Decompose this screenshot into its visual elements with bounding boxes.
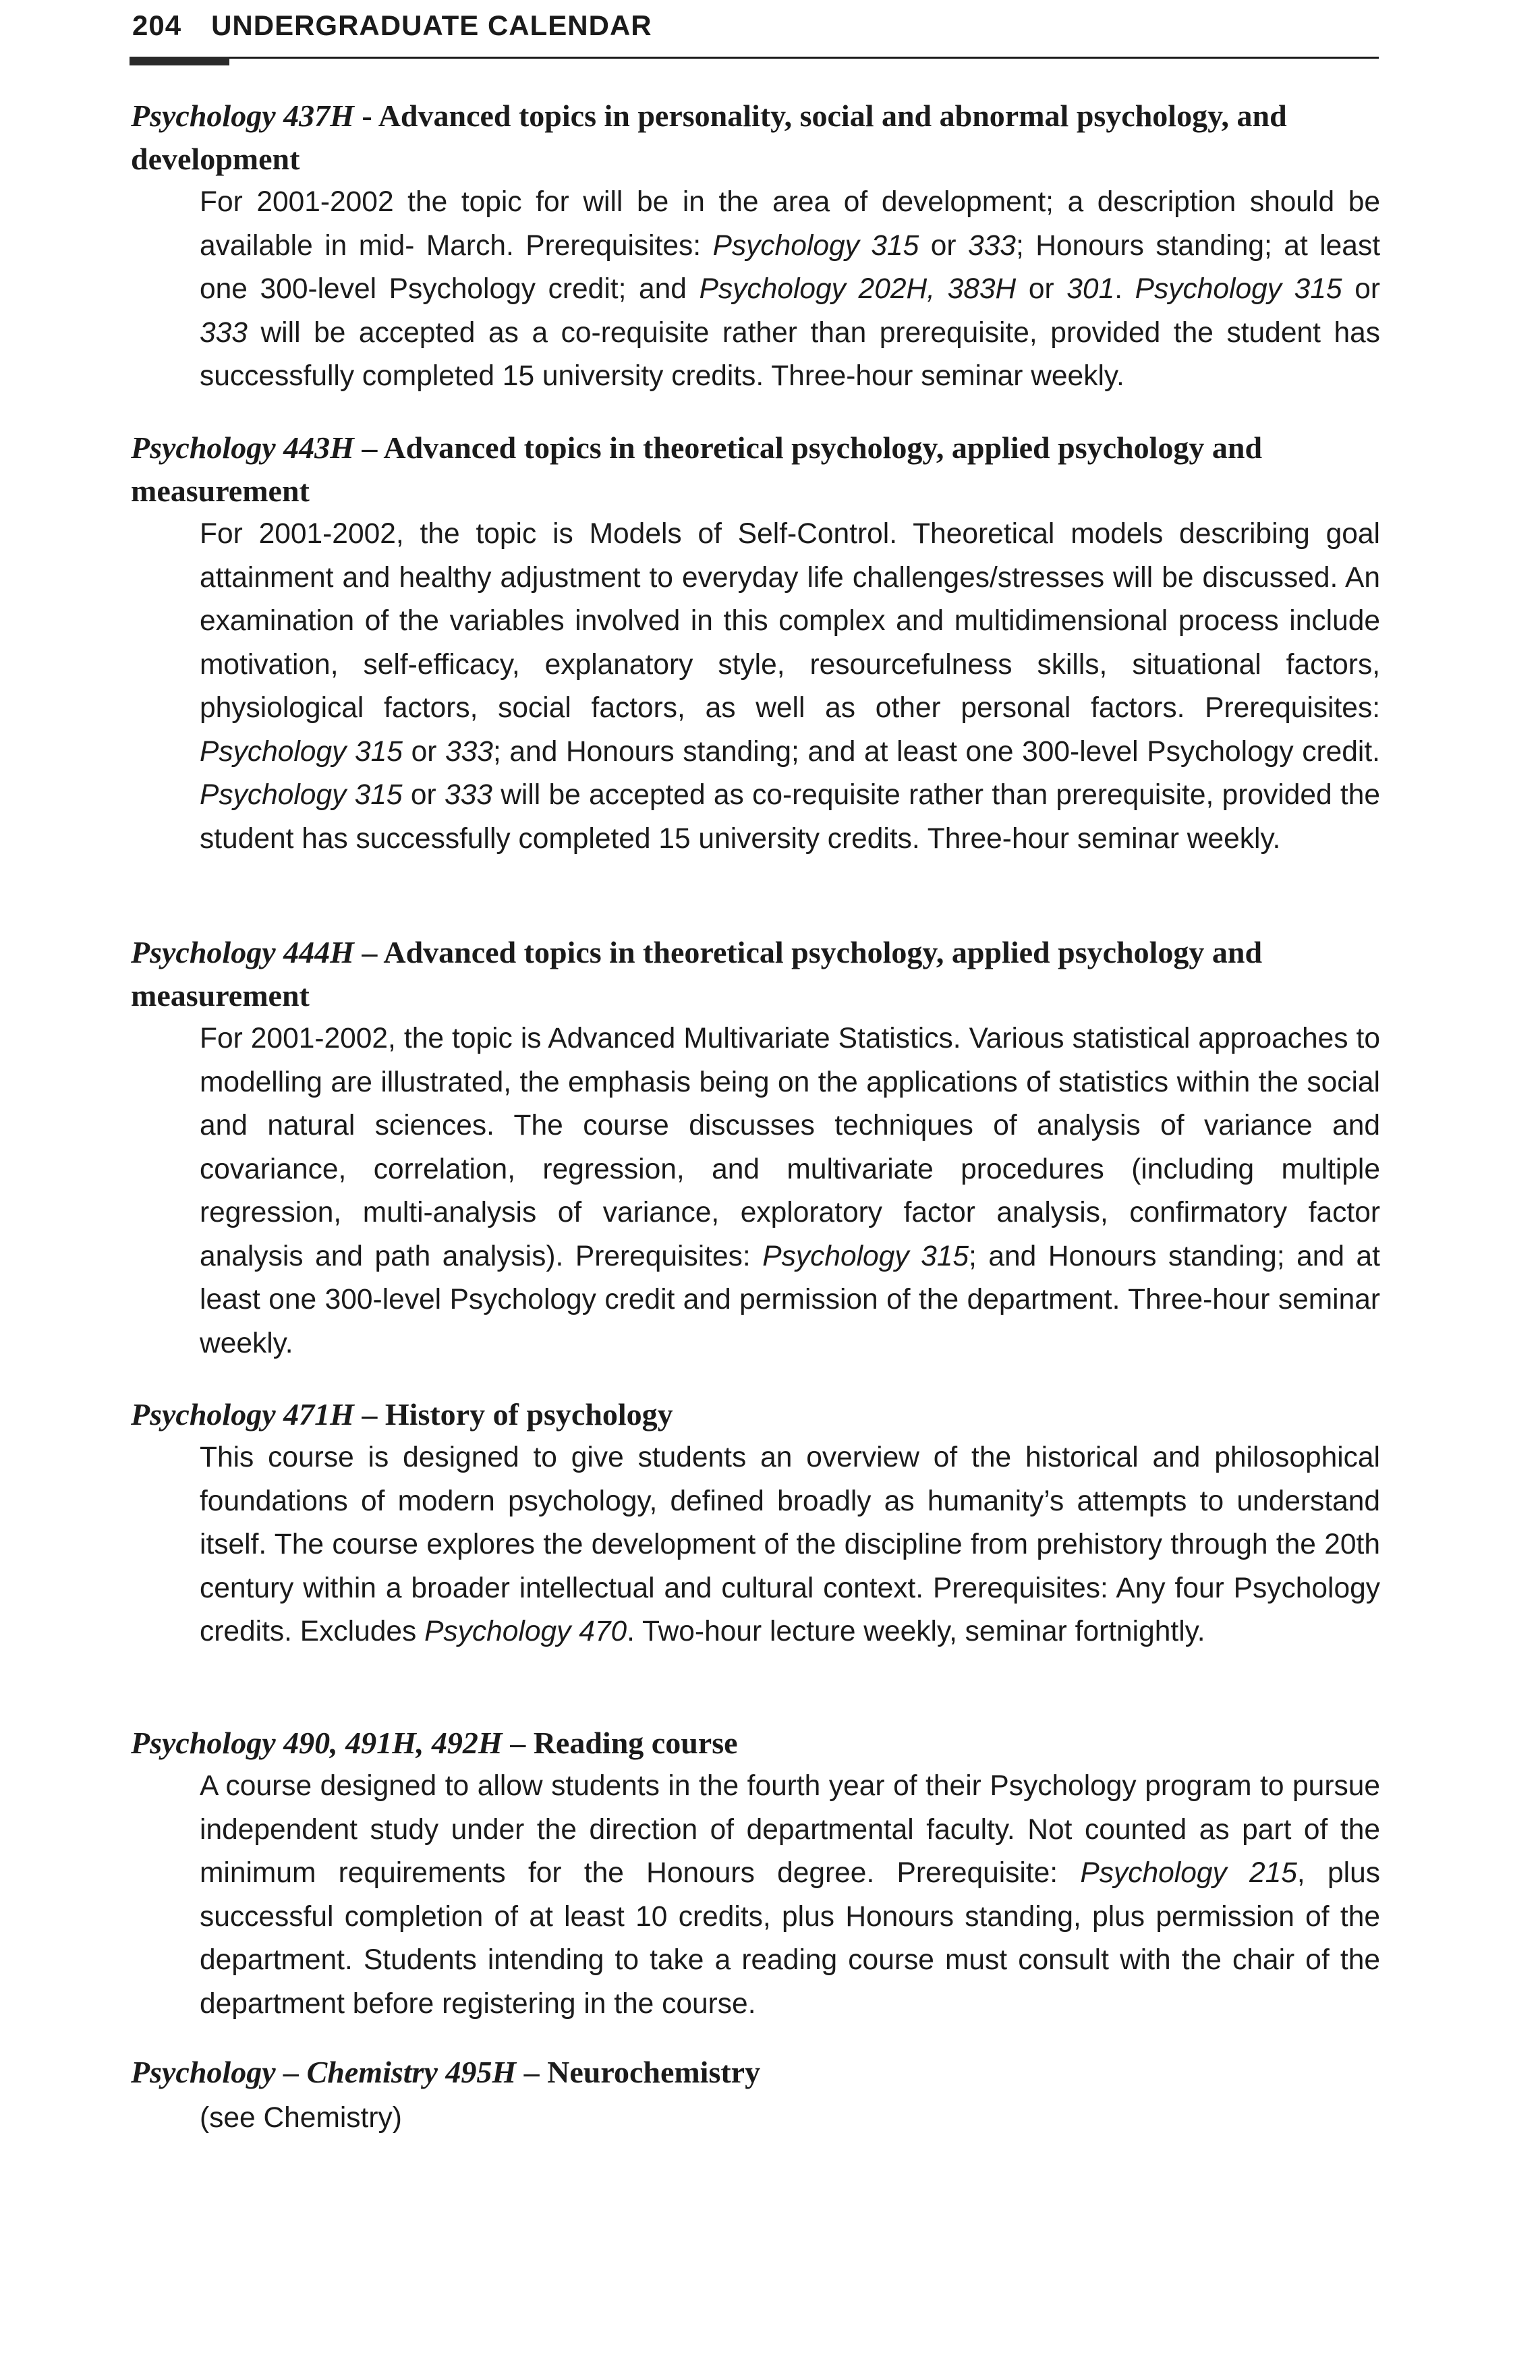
running-header xyxy=(132,9,1387,57)
course-heading xyxy=(131,1393,1380,1436)
course-title: Neurochemistry xyxy=(547,2055,761,2089)
course-entry-444h xyxy=(131,931,1380,1365)
header-rule-accent xyxy=(130,57,229,65)
description-text: or xyxy=(402,735,446,768)
course-reference: 333 xyxy=(444,779,492,811)
description-text: This course is designed to give students an overview of the historical and philosophical foundations of modern psychology, defined broadly as humanity’s attempts to understand itself. The course explores the development of the discipline from prehistory through the 20th century within a broader intellectual and cultural context. Prerequisites: Any four Psychology credits. Excludes xyxy=(200,1442,1380,1647)
course-description xyxy=(200,1017,1380,1365)
course-reference: Psychology 470 xyxy=(424,1616,627,1647)
course-heading xyxy=(131,931,1380,1017)
page-number: 204 xyxy=(132,9,182,41)
course-code: Psychology 443H xyxy=(131,430,354,465)
course-separator: – xyxy=(502,1726,534,1760)
course-entry-471h xyxy=(131,1393,1380,1654)
description-text: or xyxy=(402,779,445,811)
course-code: Psychology 490, 491H, 492H xyxy=(131,1726,503,1760)
course-reference: Psychology 315 xyxy=(1135,273,1342,305)
course-separator: - xyxy=(353,98,378,133)
description-text: A course designed to allow students in the fourth year of their Psychology program to pursue independent study under the direction of departmental faculty. Not counted as part of the minimum requirements for the Honours degree. Prerequisite: xyxy=(200,1770,1380,1889)
description-text: , plus successful completion of at least 10 credits, plus Honours standing, plus permission of the department. Students intending to take a reading course must consult with the chair of the department before registering in the course. xyxy=(200,1857,1380,2020)
course-reference: 301 xyxy=(1066,273,1115,305)
course-entry-443h xyxy=(131,426,1380,861)
course-title: Advanced topics in theoretical psychology, applied psychology and measurement xyxy=(131,935,1263,1013)
description-text: For 2001-2002, the topic is Models of Self-Control. Theoretical models describing goal attainment and healthy adjustment to everyday life challenges/stresses will be discussed. An examination of the variables involved in this complex and multidimensional process include motivation, self-efficacy, explanatory style, resourcefulness skills, situational factors, physiological factors, social factors, as well as other personal factors. Prerequisites: xyxy=(200,518,1380,724)
description-text: ; Honours standing; at least one 300-level Psychology credit; and xyxy=(200,229,1381,305)
course-reference: Psychology 215 xyxy=(1080,1857,1297,1889)
course-title: History of psychology xyxy=(384,1397,673,1432)
course-description xyxy=(200,2097,1380,2141)
course-title: Advanced topics in theoretical psychology, applied psychology and measurement xyxy=(131,430,1263,508)
description-text: For 2001-2002 the topic for will be in the area of development; a description should be available in mid- March. Prerequisites: xyxy=(200,186,1380,262)
course-separator: – xyxy=(353,935,384,969)
course-entry-437h xyxy=(131,94,1380,399)
course-separator: – xyxy=(353,430,384,465)
course-heading xyxy=(131,2051,1380,2094)
description-text: ; and Honours standing; and at least one 300-level Psychology credit. xyxy=(492,735,1380,768)
course-description xyxy=(200,1436,1380,1654)
course-heading xyxy=(131,426,1380,513)
description-text: will be accepted as co-requisite rather than prerequisite, provided the student has successfully completed 15 university credits. Three-hour seminar weekly. xyxy=(200,779,1381,855)
course-heading xyxy=(131,1722,1380,1765)
course-heading xyxy=(131,94,1380,181)
header-rule xyxy=(130,57,1379,59)
course-reference: Psychology 315 xyxy=(200,779,403,811)
course-code: Psychology 444H xyxy=(131,935,354,969)
course-description xyxy=(200,1765,1380,2026)
description-text: . xyxy=(1114,273,1135,305)
course-reference: Psychology 315 xyxy=(762,1240,969,1272)
description-text: . Two-hour lecture weekly, seminar fortnightly. xyxy=(627,1616,1205,1647)
course-description xyxy=(200,181,1380,399)
description-text: or xyxy=(919,229,969,262)
course-title: Reading course xyxy=(533,1726,738,1760)
description-text: ; and Honours standing; and at least one 300-level Psychology credit and permission of the department. Three-hour seminar weekly. xyxy=(200,1240,1380,1359)
running-title: UNDERGRADUATE CALENDAR xyxy=(211,9,652,41)
course-reference: Psychology 315 xyxy=(712,229,919,262)
description-text: For 2001-2002, the topic is Advanced Multivariate Statistics. Various statistical approaches to modelling are illustrated, the emphasis being on the applications of statistics within the social and natural sciences. The course discusses techniques of analysis of variance and covariance, correlation, regression, and multivariate procedures (including multiple regression, multi-analysis of variance, exploratory factor analysis, confirmatory factor analysis and path analysis). Prerequisites: xyxy=(200,1023,1380,1272)
course-reference: Psychology 315 xyxy=(200,735,403,768)
course-separator: – xyxy=(516,2055,548,2089)
course-reference: 333 xyxy=(968,229,1016,262)
course-code: Psychology 437H xyxy=(131,98,354,133)
description-text: (see Chemistry) xyxy=(200,2102,402,2134)
course-title: Advanced topics in personality, social and abnormal psychology, and development xyxy=(131,98,1287,176)
course-description xyxy=(200,513,1380,861)
description-text: will be accepted as a co-requisite rather than prerequisite, provided the student has successfully completed 15 university credits. Three-hour seminar weekly. xyxy=(200,316,1380,392)
course-separator: – xyxy=(353,1397,385,1432)
course-reference: 333 xyxy=(200,316,248,349)
course-reference: Psychology 202H, 383H xyxy=(699,273,1017,305)
description-text: or xyxy=(1016,273,1067,305)
course-entry-495h xyxy=(131,2051,1380,2141)
course-code: Psychology – Chemistry 495H xyxy=(131,2055,517,2089)
course-entry-490-reading xyxy=(131,1722,1380,2026)
description-text: or xyxy=(1342,273,1380,305)
course-code: Psychology 471H xyxy=(131,1397,354,1432)
course-reference: 333 xyxy=(445,735,493,768)
